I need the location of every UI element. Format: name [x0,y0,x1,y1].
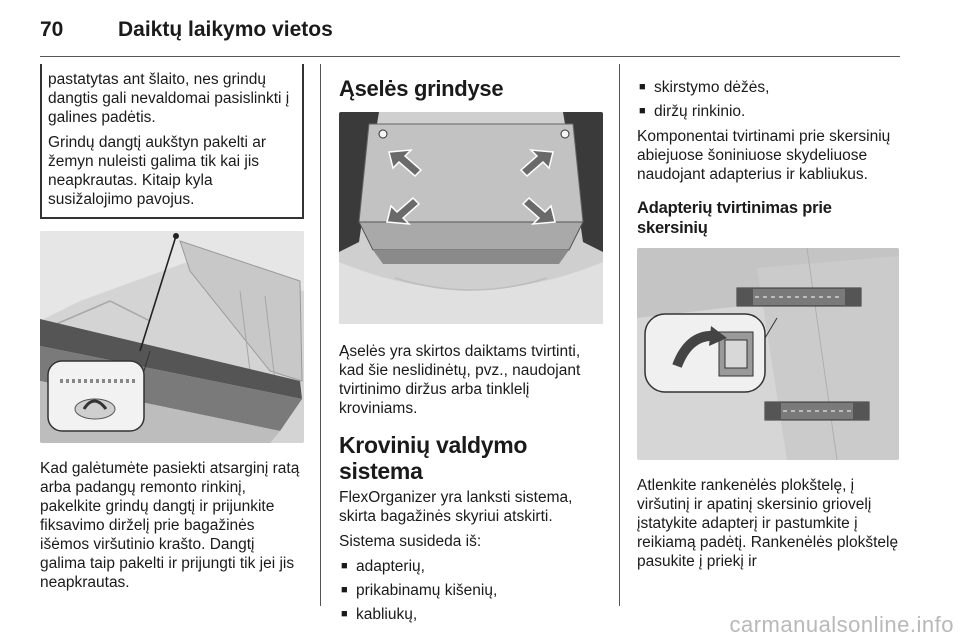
paragraph-spare-wheel: Kad galėtumėte pasiekti atsarginį ratą arba padangų remonto rinkinį, pakelkite grindų dangtį ir prijunkite fiksavimo dirželį prie bagažinės išėmos viršutinio krašto. Dangtį galima taip pakelti ir prijungti tik jei jis neapkrautas. [40,460,300,591]
header-rule [40,56,900,57]
page-header [40,18,333,42]
adapter-illustration [637,248,899,460]
paragraph-adapter-instructions: Atlenkite rankenėlės plokštelę, į viršutinį ir apatinį skersinio griovelį įstatykite adapterį ir pastumkite į reikiamą padėtį. Rankenėlės plokštelę pasukite į priekį ir [637,477,899,570]
components-list-continued [637,78,907,121]
warning-box [40,64,304,219]
column-divider-right [619,64,620,606]
paragraph-components: Komponentai tvirtinami prie skersinių abiejuose šoniniuose skydeliuose naudojant adapterius ir kabliukus. [637,128,891,183]
heading-load-management: Krovinių valdymo sistema [339,432,528,484]
rail-bottom [765,402,869,420]
list-item: ■ diržų rinkinio. [637,102,907,121]
column-right [637,64,907,577]
warning-text-1: pastatytas ant šlaito, nes grindų dangtis gali nevaldomai pasislinkti į galines padėtis. [48,71,290,126]
trunk-eyes-illustration [339,112,603,324]
rail-top [737,288,861,306]
list-item: ■ adapterių, [339,557,603,576]
heading-adapter-mounting: Adapterių tvirtinimas prie skersinių [637,199,832,237]
column-middle [339,64,603,630]
floor-cover-illustration [40,231,304,443]
paragraph-eyes: Ąselės yra skirtos daiktams tvirtinti, kad šie neslidinėtų, pvz., naudojant tvirtinimo diržus arba tinklelį kroviniams. [339,343,581,417]
watermark: carmanualsonline.info [729,612,954,637]
list-item: ■ skirstymo dėžės, [637,78,907,97]
page-number: 70 [40,18,64,41]
components-list [339,557,603,624]
list-item: ■ kabliukų, [339,605,603,624]
paragraph-system-consists: Sistema susideda iš: [339,533,482,550]
warning-text-2: Grindų dangtį aukštyn pakelti ar žemyn nuleisti galima tik kai jis neapkrautas. Kitaip kyla susižalojimo pavojus. [48,134,266,208]
list-item: ■ prikabinamų kišenių, [339,581,603,600]
column-left [40,64,304,598]
page-title: Daiktų laikymo vietos [118,18,333,41]
column-divider-left [320,64,321,606]
heading-floor-eyes: Ąselės grindyse [339,76,504,101]
paragraph-flexorganizer: FlexOrganizer yra lanksti sistema, skirta bagažinės skyriui atskirti. [339,489,573,525]
